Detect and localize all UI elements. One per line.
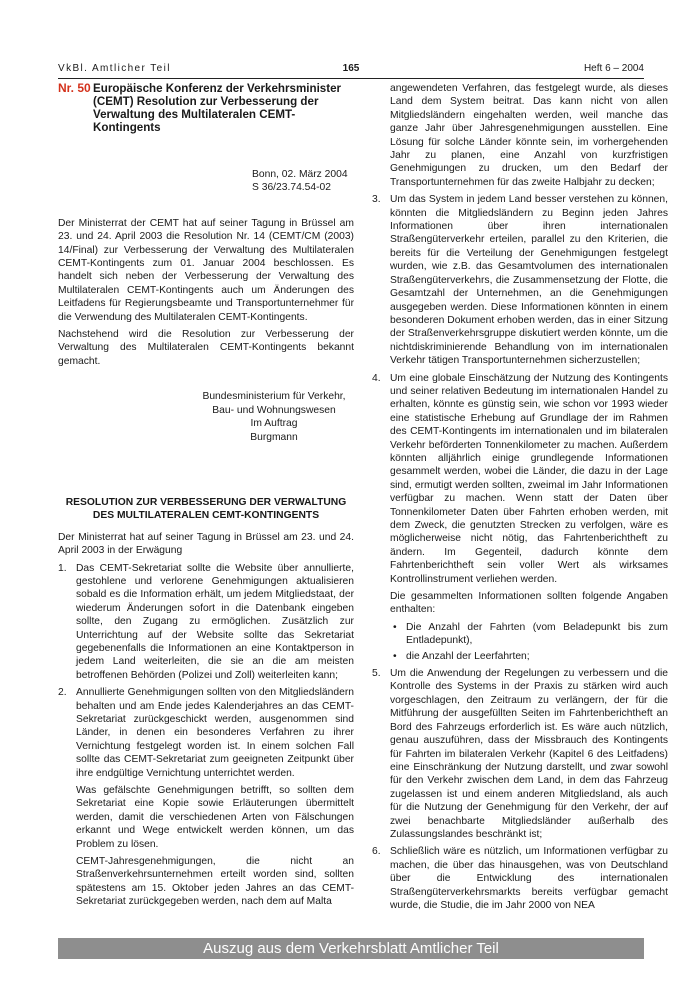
right-column [372, 82, 668, 916]
bullet-item [390, 621, 668, 648]
item-paragraph: Schließlich wäre es nützlich, um Informationen verfügbar zu machen, die über das hinausgehen, was von Deutschland über die Entwicklung des internationalen Straßengüterverkehrsmarkts bereits verfügbar gemacht wurde, die Studie, die im Jahr 2000 von NEA [390, 846, 668, 911]
article-date: Bonn, 02. März 2004 [252, 169, 348, 180]
item-number: 4. [372, 372, 381, 384]
item-paragraph: Um die Anwendung der Regelungen zu verbessern und die Kontrolle des Systems in der Praxis zu stärken wird auch vorgeschlagen, den Zeitraum zu verlängern, der für die Mitführung der ausgefüllten Seiten im Fahrtenberichtheft an Bord des Fahrzeugs erforderlich ist. Es wäre auch nützlich, genau auszuführen, dass der Missbrauch des Kontingents für Fahrten im bilateralen Verkehr (Kapitel 6 des Leitfadens) eine Einschränkung der Nutzung darstellt, und zwar sowohl für den Verkehr zwischen dem Land, in dem das Fahrzeug zugelassen ist und einem anderen Mitgliedsland, als auch für die Nutzung der Genehmigung für den Verkehr, der auf zwei benachbarte Mitgliedsländer außerhalb des Zulassungslandes beschränkt ist; [390, 668, 668, 840]
item-paragraph: CEMT-Jahresgenehmigungen, die nicht an Straßenverkehrsunternehmen erteilt worden sind, sollten spätestens am 15. Oktober jeden Jahres an das CEMT-Sekretariat zurückgegeben werden, nach dem auf Malta [76, 856, 354, 908]
item-paragraph: Was gefälschte Genehmigungen betrifft, so sollten dem Sekretariat eine Kopie sowie Erläuterungen übermittelt werden, damit die verschiedenen Arten von Fälschungen erkannt und Wege entwickelt werden können, um das Problem zu lösen. [76, 785, 354, 850]
list-item [372, 372, 668, 664]
signature-line: Bau- und Wohnungswesen [212, 404, 336, 416]
dateline [252, 168, 354, 195]
item-number: 6. [372, 846, 381, 858]
issue-number: Heft 6 – 2004 [583, 63, 644, 74]
header-rule [58, 78, 644, 79]
article-heading [58, 82, 354, 164]
item-paragraph: Um eine globale Einschätzung der Nutzung des Kontingents und seiner relativen Bedeutung im internationalen Handel zu erhalten, könnte es günstig sein, wie schon vor 1993 wieder eine statistische Erhebung auf Grundlage der im Rahmen des CEMT-Kontingents im internationalen und im bilateralen Verkehr beförderten Tonnenkilometer zu machen. Außerdem könnten alljährlich einige grundlegende Informationen gesammelt werden, wobei die Länder, die dazu in der Lage sind, ermutigt werden sollten, zweimal im Jahr Informationen verfügbar zu machen. Wenn statt der Daten über Tonnenkilometer Daten über Fahrten erhoben werden, mit dem Zweck, die genutzten Strecken zu verfolgen, wäre es möglicherweise nicht nötig, das Fahrtenberichtheft zu ändern. Im Gegenteil, dadurch könnte dem Fahrtenberichtheft sein voller Wert als wirksames Kontrollinstrument verliehen werden. [390, 372, 668, 585]
list-item [372, 193, 668, 367]
page-number: 165 [342, 63, 360, 74]
item-paragraph: Das CEMT-Sekretariat sollte die Website über annullierte, gestohlene und verlorene Genehmigungen aktualisieren sobald es die Information erhält, um jedem Mitgliedstaat, der wiederum Änderungen sofort in die Datenbank eingeben sollte, den Zugang zu ermöglichen. Zusätzlich zur Unterrichtung auf der Website sollte das Sekretariat gegebenenfalls die Informationen an eine Kontaktperson in jedem Land weiterleiten, die sie an die am meisten betroffenen Behörden (Polizei und Zoll) weiterleiten kann; [76, 562, 354, 681]
resolution-preamble: Der Ministerrat hat auf seiner Tagung in Brüssel am 23. und 24. April 2003 in der Erwägung [58, 531, 354, 557]
page-header [58, 62, 644, 76]
signature-block [194, 390, 354, 444]
item-number: 1. [58, 562, 67, 574]
bullet-list [390, 621, 668, 663]
item-number: 3. [372, 194, 381, 206]
bullet-icon: • [393, 621, 397, 633]
item-paragraph-continued: angewendeten Verfahren, das festgelegt wurde, als dieses Land dem System beitrat. Das kann nicht von allen Mitgliedsländern eingehalten werden, weil manche das ganze Jahr über Jahresgenehmigungen ausstellen. Eine Lösung für solche Länder könnte sein, im vorhergehenden Jahr zu planen, eine Anzahl von kurzfristigen Genehmigungen zu drucken, um den Bedarf der Transportunternehmen für das zweite Halbjahr zu decken; [390, 83, 668, 188]
bullet-icon: • [393, 650, 397, 662]
item-number: 5. [372, 668, 381, 680]
bullet-text: die Anzahl der Leerfahrten; [406, 650, 530, 662]
signature-line: Burgmann [250, 431, 298, 443]
resolution-list [58, 562, 354, 909]
journal-name: VkBl. Amtlicher Teil [58, 63, 171, 74]
signature-line: Bundesministerium für Verkehr, [202, 391, 346, 403]
list-item-continued [372, 82, 668, 189]
list-item [58, 686, 354, 909]
item-paragraph: Die gesammelten Informationen sollten folgende Angaben enthalten: [390, 591, 668, 616]
resolution-title: RESOLUTION ZUR VERBESSERUNG DER VERWALTUNG DES MULTILATERALEN CEMT-KONTINGENTS [65, 496, 347, 522]
bullet-item [390, 650, 668, 663]
article-reference: S 36/23.74.54-02 [252, 182, 332, 194]
item-paragraph: Annullierte Genehmigungen sollten von den Mitgliedsländern behalten und am Ende jedes Kalenderjahres an das CEMT-Sekretariat zurückgeschickt werden, ausgenommen sind Länder, in denen ein besonderes Verfahren zu ihrer Vernichtung festgelegt worden ist. In einem solchen Fall sollte das CEMT-Sekretariat zum geeigneten Zeitpunkt über ihre endgültige Vernichtung unterrichtet werden. [76, 687, 354, 779]
article-title: Europäische Konferenz der Verkehrsminister (CEMT) Resolution zur Verbesserung der Verwaltung des Multilateralen CEMT-Kontingents [93, 82, 342, 134]
list-item [372, 845, 668, 912]
list-item [58, 562, 354, 683]
item-number: 2. [58, 687, 67, 699]
intro-paragraph: Der Ministerrat der CEMT hat auf seiner Tagung in Brüssel am 23. und 24. April 2003 die Resolution Nr. 14 (CEMT/CM (2003) 14/Final) zur Verbesserung der Verwaltung des Multilateralen CEMT-Kontingents zum 01. Januar 2004 beschlossen. Es handelt sich neben der Verbesserung der Verwaltung des Multilateralen CEMT-Kontingents auch um Änderungen des Leitfadens für Regierungsbeamte und Transportunternehmer für die Verwendung des Multilateralen CEMT-Kontingents. [58, 217, 354, 323]
list-item [372, 667, 668, 841]
left-column [58, 82, 354, 913]
item-paragraph: Um das System in jedem Land besser verstehen zu können, könnten die Mitgliedsländern zu Beginn jeden Jahres Informationen über ihren internationalen Straßengüterverkehr erteilen, parallel zu den Kriterien, die bereits für die Verteilung der Genehmigungen festgelegt wurden, wie z.B. das Gesamtvolumen des internationalen Straßengüterverkehrs, die Zusammensetzung der Flotte, die Gesamtzahl der Unternehmen, an die Genehmigungen ausgegeben werden. Diese Informationen könnten in einem besonderen Dokument erhoben werden, das in einer Sitzung der Straßenverkehrsgruppe diskutiert werden könnte, um die nichtdiskriminierende Behandlung von im internationalen Verkehr tätigen Transportunternehmen sicherzustellen; [390, 194, 668, 367]
signature-line: Im Auftrag [250, 418, 298, 430]
article-number: Nr. 50 [58, 81, 91, 95]
bullet-text: Die Anzahl der Fahrten (vom Beladepunkt bis zum Entladepunkt), [406, 621, 668, 647]
intro-paragraph: Nachstehend wird die Resolution zur Verbesserung der Verwaltung des Multilateralen CEMT-Kontingents bekannt gemacht. [58, 329, 354, 367]
footer-banner: Auszug aus dem Verkehrsblatt Amtlicher Teil [58, 938, 644, 959]
resolution-list-continued [372, 82, 668, 912]
